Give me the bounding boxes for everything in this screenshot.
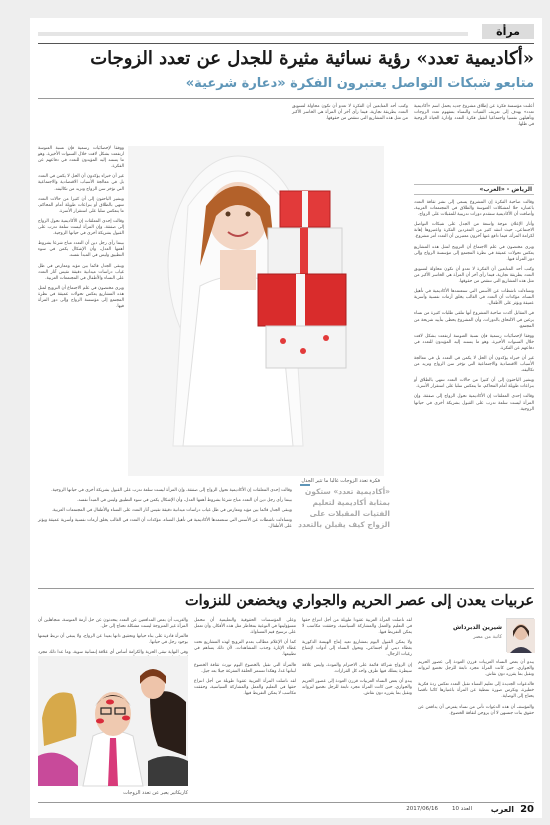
issue-date: 2017/06/16 bbox=[406, 806, 438, 812]
bride-photo bbox=[128, 146, 384, 476]
paragraph: إن الزواج شراكة قائمة على الاحترام والمودة، وليس علاقة سيطرة يمتلك فيها طرف واحد كل القرارات. bbox=[302, 662, 412, 674]
paragraph: فالمرأة قادرة على بناء حياتها وتحقيق ذاتها بعيدا عن الزواج، ولا ينبغي أن تربط قيمتها بوجود رجل في حياتها. bbox=[38, 634, 188, 646]
paragraph: أعلنت مؤسسة فكرة عن إطلاق مشروع جديد يحمل اسم «أكاديمية تعدد» يهدف إلى تعريف الفتيات والنساء بمفهوم تعدد الزوجات وتأهيلهن نفسيا واجتماعيا لتقبل فكرة التعدد وإدارة الحياة الزوجية في ظلها. bbox=[414, 104, 534, 128]
paragraph: والغريب أن بعض المدافعين عن التعدد يتحدثون عن حل أزمة العنوسة، متجاهلين أن المرأة غير المتزوجة ليست مشكلة تحتاج إلى حل. bbox=[38, 618, 188, 630]
article2-column-2 bbox=[302, 618, 412, 800]
paragraph: وعلى المؤسسات الحقوقية والتعليمية أن تتحمل مسؤوليتها في التوعية بمخاطر مثل هذه الأفكار، وأن تعمل على ترسيخ قيم المساواة. bbox=[194, 618, 296, 636]
man-with-women-illustration bbox=[38, 656, 188, 786]
paragraph: غير أن خبراء يؤكدون أن الحل لا يكمن في التعدد بل في معالجة الأسباب الاقتصادية والاجتماعية التي تؤخر سن الزواج وتزيد من تكاليفه. bbox=[414, 355, 534, 374]
cartoon-caption: كاريكاتير يعبر عن تعدد الزوجات bbox=[123, 790, 188, 796]
paragraph: ولا يمكن القبول اليوم بمشاريع تعيد إنتاج الهيمنة الذكورية بغطاء ديني أو اجتماعي، وتحول النساء إلى أدوات لإشباع رغبات الرجال. bbox=[302, 640, 412, 658]
article-column-2-top bbox=[292, 104, 408, 144]
article-lead-text bbox=[414, 104, 534, 182]
newspaper-logo: العرب bbox=[490, 805, 514, 814]
paragraph: ويبقى الجدل قائما بين مؤيد ومعارض في ظل غياب دراسات ميدانية دقيقة تقيس آثار التعدد على النساء والأطفال في المجتمعات العربية. bbox=[51, 508, 292, 514]
article2-column-3 bbox=[194, 618, 296, 800]
article-headline: «أكاديمية تعدد» رؤية نسائية مثيرة للجدل عن تعدد الزوجات bbox=[90, 48, 534, 69]
author-box bbox=[434, 618, 534, 658]
issue-number: العدد 10 bbox=[452, 806, 472, 812]
paragraph: وكتب أحد المتابعين أن الفكرة لا تعدو أن تكون محاولة لتسويق التعدد بطريقة تجارية، فيما رأى آخر أن المرأة هي الخاسر الأكبر من مثل هذه المشاريع التي تنتقص من حقوقها. bbox=[292, 104, 408, 122]
page-number: 20 bbox=[520, 804, 534, 815]
article-byline: الرياض - «العرب» bbox=[414, 184, 534, 195]
article-column-4 bbox=[38, 488, 292, 584]
paragraph: ويشير الباحثون إلى أن كثيرا من حالات التعدد تنتهي بالطلاق أو بنزاعات طويلة أمام المحاكم، ما ينعكس سلبا على استقرار الأسرة. bbox=[414, 378, 534, 390]
article2-column-1 bbox=[418, 660, 534, 800]
paragraph: في المقابل أكدت صاحبة المشروع أنها تتلقى طلبات كثيرة من نساء يرغبن في الالتحاق بالدورات، وأن المشروع يحظى بتأييد شريحة من المجتمع. bbox=[414, 311, 534, 329]
paragraph: ووفقا لإحصائيات رسمية فإن نسبة العنوسة ارتفعت بشكل لافت خلال السنوات الأخيرة، وهو ما يستند إليه المؤيدون للتعدد في دفاعهم عن الفكرة. bbox=[38, 146, 124, 170]
author-name: شيرين الدبرداش bbox=[453, 624, 502, 631]
cartoon-photo bbox=[38, 656, 188, 786]
bride-illustration bbox=[128, 146, 384, 476]
pull-quote: «أكاديمية تعدد» ستكون بمثابة أكاديمية لتعليم الفتيات المقبلات على الزواج كيف يقبلن بالتعدد bbox=[298, 487, 390, 529]
paragraph: وتساءلت ناشطات عن الأسس التي ستعتمدها الأكاديمية في تأهيل النساء، مؤكدات أن التعدد في الغالب يخلق أزمات نفسية وأسرية عميقة ويؤثر على الأطفال. bbox=[38, 518, 292, 530]
paragraph: غير أن خبراء يؤكدون أن الحل لا يكمن في التعدد بل في معالجة الأسباب الاقتصادية والاجتماعية التي تؤخر سن الزواج وتزيد من تكاليفه. bbox=[38, 174, 124, 192]
section-label: مرأة bbox=[482, 24, 534, 39]
article2-headline: عربيات يعدن إلى عصر الحريم والجواري ويخضعن للنزوات bbox=[185, 592, 534, 609]
divider bbox=[38, 98, 534, 99]
author-avatar bbox=[506, 618, 534, 652]
paragraph: كما أن الإعلام مطالب بعدم الترويج لهذه المشاريع تحت غطاء الإثارة وجذب المشاهدات، لأن ذلك يساهم في تطبيعها. bbox=[194, 640, 296, 658]
page-footer bbox=[38, 802, 534, 815]
photo-caption: فكرة تعدد الزوجات غالبا ما تثير الجدل bbox=[301, 478, 380, 484]
paragraph: وقالت إحدى المعلقات إن الأكاديمية تحول الزواج إلى صفقة، وإن المرأة ليست سلعة تدرب على القبول بشريكة أخرى في حياتها الزوجية. bbox=[414, 394, 534, 412]
paragraph: وفي النهاية تبقى الحرية والكرامة أساس أي علاقة إنسانية سوية، وما عدا ذلك مجرد bbox=[38, 650, 188, 656]
divider bbox=[38, 588, 534, 589]
paragraph: ووفقا لإحصائيات رسمية فإن نسبة العنوسة ارتفعت بشكل لافت خلال السنوات الأخيرة، وهو ما يستند إليه المؤيدون للتعدد في دفاعهم عن الفكرة. bbox=[414, 333, 534, 351]
paragraph: لقد ناضلت المرأة العربية عقودا طويلة من أجل انتزاع حقها في التعليم والعمل والمشاركة السياسية، وحققت مكاسب لا يمكن التفريط فيها. bbox=[302, 618, 412, 636]
paragraph: لقد ناضلت المرأة العربية عقودا طويلة من أجل انتزاع حقها في التعليم والعمل والمشاركة السياسية، وحققت مكاسب لا يمكن التفريط فيها. bbox=[194, 678, 296, 696]
paragraph: ويرى مختصون في علم الاجتماع أن الترويج لمثل هذه المشاريع يعكس تحولات عميقة في نظرة المجتمع إلى مؤسسة الزواج وإلى دور المرأة فيها. bbox=[38, 285, 124, 310]
newspaper-page bbox=[30, 18, 542, 818]
author-portrait bbox=[507, 619, 535, 653]
article-column-3 bbox=[38, 146, 124, 476]
paragraph: ويبقى الجدل قائما بين مؤيد ومعارض في ظل غياب دراسات ميدانية دقيقة تقيس آثار التعدد على النساء والأطفال في المجتمعات العربية. bbox=[38, 263, 124, 281]
paragraph: فالمرأة التي تقبل بالخضوع اليوم تورث ثقافة الخضوع لبناتها غدا، وهكذا تستمر الحلقة المفرغة جيلا بعد جيل. bbox=[194, 662, 296, 674]
paragraph: والمؤسف أن هذه الدعوات تأتي من نساء يفترض أن يدافعن عن حقوق بنات جنسهن لا أن يروجن لثقافة الخضوع. bbox=[418, 704, 534, 716]
paragraph: وقالت إحدى المعلقات إن الأكاديمية تحول الزواج إلى صفقة، وإن المرأة ليست سلعة تدرب على القبول بشريكة أخرى في حياتها الزوجية. bbox=[38, 218, 124, 237]
author-role: كاتبة من مصر bbox=[473, 634, 502, 640]
paragraph: يبدو أن بعض النساء العربيات قررن العودة إلى عصور الحريم والجواري، حين كانت المرأة مجرد تابعة للرجل تخضع لنزواته وتقبل بما يقرره دون نقاش. bbox=[418, 660, 534, 678]
article-column-1 bbox=[414, 200, 534, 584]
article-subheadline: متابعو شبكات التواصل يعتبرون الفكرة «دعارة شرعية» bbox=[185, 76, 534, 91]
paragraph: ويرى مختصون في علم الاجتماع أن الترويج لمثل هذه المشاريع يعكس تحولات عميقة في نظرة المجتمع إلى مؤسسة الزواج وإلى دور المرأة فيها. bbox=[414, 244, 534, 262]
page-header bbox=[38, 24, 534, 44]
paragraph: وكتب أحد المتابعين أن الفكرة لا تعدو أن تكون محاولة لتسويق التعدد بطريقة تجارية، فيما رأى آخر أن المرأة هي الخاسر الأكبر من مثل هذه المشاريع التي تنتقص من حقوقها. bbox=[414, 266, 534, 285]
paragraph: بينما رأى رجل دين أن التعدد مباح شرعا بشروط أهمها العدل، وأن الإشكال يكمن في سوء التطبيق وليس في المبدأ نفسه. bbox=[76, 498, 292, 504]
paragraph: وقالت إحدى المعلقات إن الأكاديمية تحول الزواج إلى صفقة، وإن المرأة ليست سلعة تدرب على القبول بشريكة أخرى في حياتها الزوجية. bbox=[51, 488, 292, 493]
paragraph: وتساءلت ناشطات عن الأسس التي ستعتمدها الأكاديمية في تأهيل النساء، مؤكدات أن التعدد في الغالب يخلق أزمات نفسية وأسرية عميقة ويؤثر على الأطفال. bbox=[414, 289, 534, 307]
paragraph: وقالت صاحبة الفكرة إن المشروع يسعى إلى نشر ثقافة التعدد باعتباره حلا لمشكلات العنوسة والطلاق في المجتمعات العربية، وأضافت أن الأكاديمية ستقدم دورات تدريبية للمقبلات على الزواج. bbox=[414, 200, 534, 218]
paragraph: ويشير الباحثون إلى أن كثيرا من حالات التعدد تنتهي بالطلاق أو بنزاعات طويلة أمام المحاكم، ما ينعكس سلبا على استقرار الأسرة. bbox=[38, 196, 124, 214]
paragraph: بينما رأى رجل دين أن التعدد مباح شرعا بشروط أهمها العدل، وأن الإشكال يكمن في سوء التطبيق وليس في المبدأ نفسه. bbox=[38, 241, 124, 259]
header-bar bbox=[38, 32, 468, 36]
paragraph: يبدو أن بعض النساء العربيات قررن العودة إلى عصور الحريم والجواري، حين كانت المرأة مجرد تابعة للرجل تخضع لنزواته وتقبل بما يقرره دون نقاش. bbox=[302, 678, 412, 696]
paragraph: وأثار الإعلان موجة واسعة من الجدل على شبكات التواصل الاجتماعي، حيث انتقد كثير من المغردين الفكرة واعتبروها إهانة لكرامة المرأة، فيما دافع عنها آخرون معتبرين أن التعدد أمر مشروع. bbox=[414, 222, 534, 240]
paragraph: فالدعوات الجديدة إلى تعليم النساء تقبل التعدد تعكس ردة فكرية خطيرة، وتكرس صورة نمطية عن المرأة باعتبارها كائنا ناقصا يحتاج إلى الوصاية. bbox=[418, 682, 534, 700]
article2-column-4 bbox=[38, 618, 188, 656]
